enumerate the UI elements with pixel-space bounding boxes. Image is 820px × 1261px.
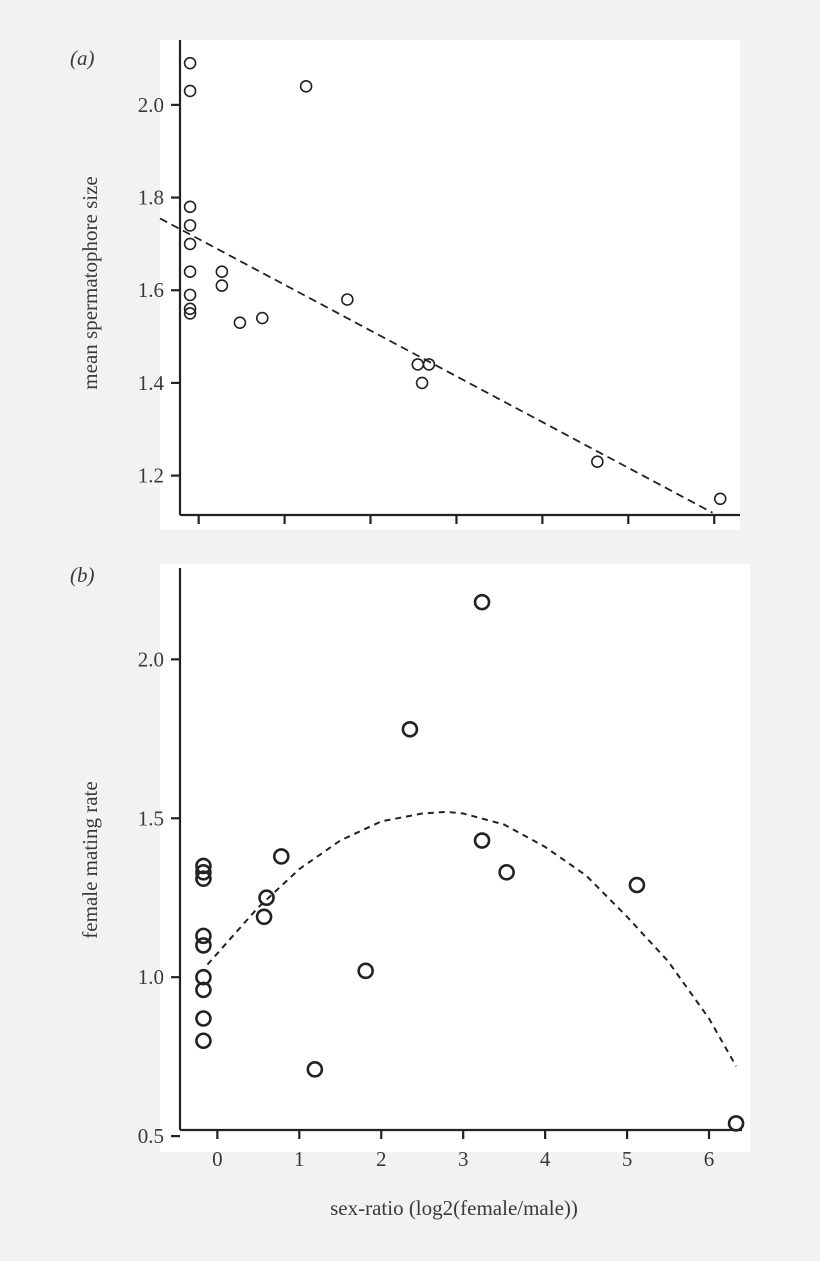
panel-b-background [160,564,750,1152]
panel-b-x-tick-label: 0 [212,1147,223,1171]
panel-a-y-tick-label: 1.4 [137,370,164,395]
panel-a-y-tick-label: 1.2 [137,463,164,488]
panel-b-x-tick-label: 5 [621,1147,633,1171]
panel-b-y-axis-title: female mating rate [78,781,102,939]
panel-a-y-tick-label: 1.8 [137,185,164,210]
panel-b-y-tick-label: 1.0 [137,965,164,990]
panel-a-y-axis-title: mean spermatophore size [78,176,102,390]
panel-b-x-axis-title: sex-ratio (log2(female/male)) [330,1196,578,1220]
panel-b-x-tick-label: 6 [703,1147,715,1171]
panel-a-label: (a) [70,46,95,70]
panel-a-y-tick-label: 1.6 [137,278,164,303]
panel-a-y-tick-label: 2.0 [137,92,164,117]
panel-a [70,40,740,530]
panel-b-label: (b) [70,563,95,587]
panel-b-y-tick-label: 2.0 [137,647,164,672]
panel-b-x-tick-label: 2 [376,1147,387,1171]
panel-b [70,563,750,1220]
panel-a-background [160,40,740,530]
panel-b-x-tick-label: 1 [294,1147,305,1171]
panel-b-x-tick-label: 4 [539,1147,551,1171]
panel-b-x-tick-label: 3 [457,1147,469,1171]
panel-b-y-tick-label: 1.5 [137,806,164,831]
panel-b-y-tick-label: 0.5 [137,1124,164,1149]
